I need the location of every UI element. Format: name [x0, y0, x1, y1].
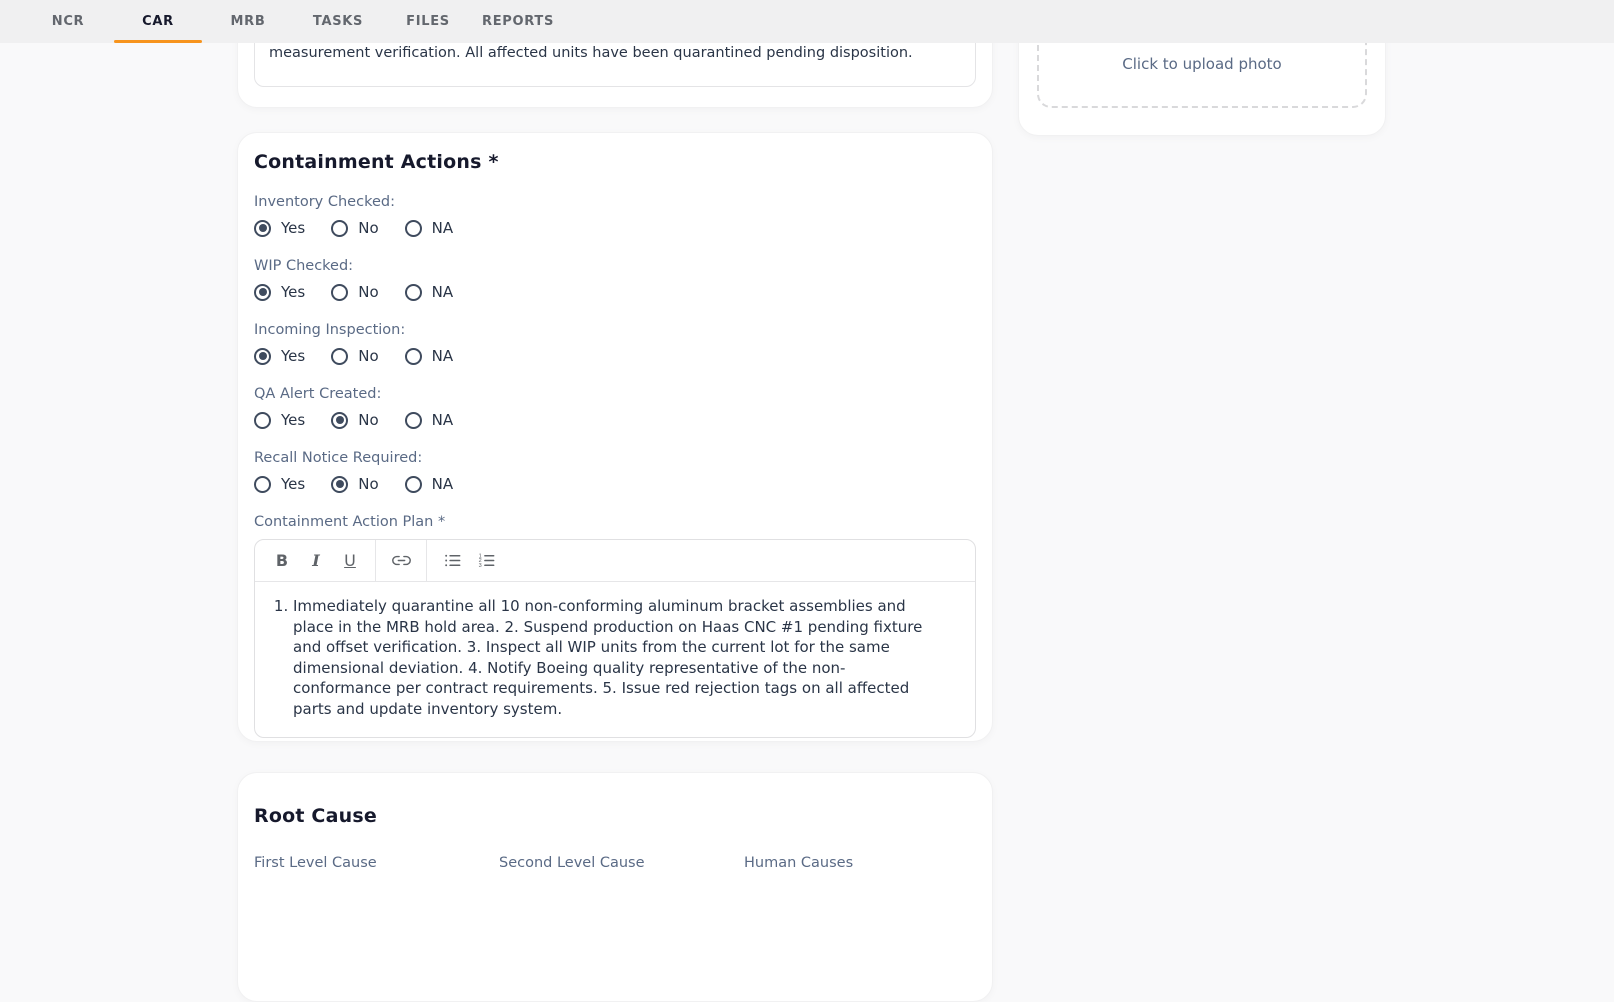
radio-icon[interactable] — [254, 284, 271, 301]
radio-icon[interactable] — [254, 476, 271, 493]
human-causes-label: Human Causes — [744, 855, 854, 871]
radio-icon[interactable] — [331, 284, 348, 301]
photo-upload-label: Click to upload photo — [1122, 55, 1282, 73]
svg-text:1: 1 — [478, 553, 482, 560]
ordered-list-icon — [477, 551, 496, 570]
tab-car[interactable]: CAR — [113, 0, 203, 43]
tab-bar — [0, 0, 1614, 43]
toolbar-divider — [375, 540, 376, 581]
rich-text-editor — [254, 539, 976, 738]
containment-actions-card — [237, 132, 993, 742]
link-icon — [392, 551, 411, 570]
radio-icon[interactable] — [331, 412, 348, 429]
tab-tasks[interactable]: TASKS — [312, 14, 364, 29]
question-label: Incoming Inspection: — [254, 322, 406, 338]
root-cause-card — [237, 772, 993, 1002]
second-level-cause-label: Second Level Cause — [499, 855, 645, 871]
radio-option-yes[interactable]: Yes — [254, 283, 305, 301]
toolbar-divider — [426, 540, 427, 581]
containment-actions-title: Containment Actions * — [254, 151, 499, 173]
radio-group-inventory-checked — [254, 219, 976, 237]
radio-icon[interactable] — [405, 476, 422, 493]
radio-option-no[interactable]: No — [331, 219, 378, 237]
question-label: WIP Checked: — [254, 258, 354, 274]
radio-icon[interactable] — [254, 348, 271, 365]
svg-text:3: 3 — [478, 562, 482, 569]
radio-group-qa-alert-created — [254, 411, 976, 429]
root-cause-title: Root Cause — [254, 805, 377, 827]
question-qa-alert-created — [254, 386, 976, 429]
question-wip-checked — [254, 258, 976, 301]
radio-option-na[interactable]: NA — [405, 219, 453, 237]
radio-option-no[interactable]: No — [331, 411, 378, 429]
radio-option-na[interactable]: NA — [405, 475, 453, 493]
containment-plan-list — [271, 596, 929, 719]
svg-text:2: 2 — [478, 558, 482, 565]
radio-icon[interactable] — [405, 284, 422, 301]
italic-button[interactable]: I — [312, 550, 320, 570]
link-button[interactable] — [384, 544, 418, 578]
radio-option-yes[interactable]: Yes — [254, 219, 305, 237]
bullet-list-button[interactable] — [435, 544, 469, 578]
radio-icon[interactable] — [331, 348, 348, 365]
radio-icon[interactable] — [331, 476, 348, 493]
tab-ncr[interactable]: NCR — [51, 14, 85, 29]
radio-group-incoming-inspection — [254, 347, 976, 365]
description-text: measurement verification. All affected units have been quarantined pending disposition. — [269, 45, 913, 61]
radio-icon[interactable] — [405, 412, 422, 429]
radio-group-wip-checked — [254, 283, 976, 301]
radio-icon[interactable] — [254, 412, 271, 429]
bullet-list-icon — [443, 551, 462, 570]
tab-reports[interactable]: REPORTS — [481, 14, 555, 29]
tab-mrb[interactable]: MRB — [230, 14, 266, 29]
containment-plan-list-item: 1. Immediately quarantine all 10 non-conforming aluminum bracket assemblies and place in the MRB hold area. 2. Suspend production on Haas CNC #1 pending fixture and offset verification. 3. Inspect all WIP units from the current lot for the same dimensional deviation. 4. Notify Boeing quality representative of the non-conformance per contract requirements. 5. Issue red rejection tags on all affected parts and update inventory system. — [293, 596, 929, 719]
first-level-cause-label: First Level Cause — [254, 855, 377, 871]
radio-icon[interactable] — [405, 348, 422, 365]
question-recall-notice-required — [254, 450, 976, 493]
bold-button[interactable]: B — [275, 550, 289, 570]
question-incoming-inspection — [254, 322, 976, 365]
radio-icon[interactable] — [331, 220, 348, 237]
radio-option-na[interactable]: NA — [405, 347, 453, 365]
containment-action-plan-label: Containment Action Plan * — [254, 514, 446, 530]
editor-content-area[interactable] — [255, 582, 975, 737]
radio-option-yes[interactable]: Yes — [254, 475, 305, 493]
question-label: Inventory Checked: — [254, 194, 395, 210]
underline-button[interactable]: U — [344, 550, 356, 570]
radio-icon[interactable] — [405, 220, 422, 237]
radio-group-recall-notice-required — [254, 475, 976, 493]
question-label: QA Alert Created: — [254, 386, 382, 402]
editor-toolbar — [255, 540, 975, 582]
radio-option-no[interactable]: No — [331, 347, 378, 365]
question-inventory-checked — [254, 194, 976, 237]
radio-option-no[interactable]: No — [331, 475, 378, 493]
radio-option-yes[interactable]: Yes — [254, 411, 305, 429]
question-label: Recall Notice Required: — [254, 450, 423, 466]
radio-option-no[interactable]: No — [331, 283, 378, 301]
radio-option-yes[interactable]: Yes — [254, 347, 305, 365]
radio-option-na[interactable]: NA — [405, 411, 453, 429]
radio-icon[interactable] — [254, 220, 271, 237]
tab-files[interactable]: FILES — [406, 14, 450, 29]
radio-option-na[interactable]: NA — [405, 283, 453, 301]
ordered-list-button[interactable] — [469, 544, 503, 578]
